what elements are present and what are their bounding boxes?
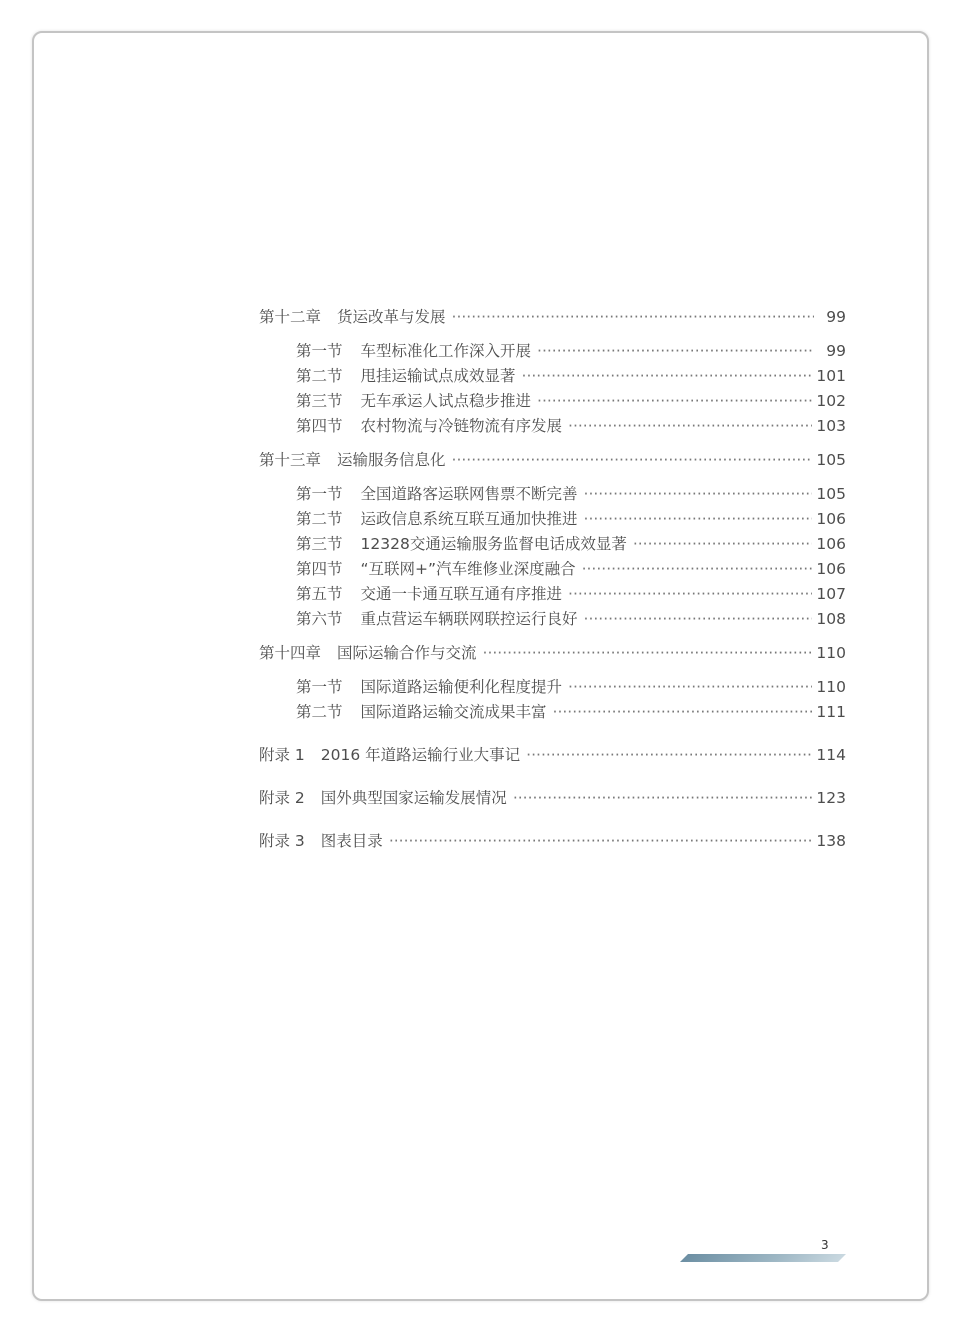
appendix-label: 附录 2 [259,789,305,807]
section-label: 第一节 [296,678,343,696]
toc-section[interactable] [259,607,846,632]
section-label: 第二节 [296,703,343,721]
section-title: 重点营运车辆联网联控运行良好 [360,610,578,628]
dot-leader [452,305,814,330]
chapter-label: 第十三章 [259,451,322,469]
page-number-bar [680,1254,846,1262]
page-ref: 106 [816,510,846,528]
dot-leader [452,448,813,473]
appendix-title: 2016 年道路运输行业大事记 [320,746,521,764]
dot-leader [584,507,813,532]
dot-leader [526,743,812,768]
chapter-title: 货运改革与发展 [337,308,446,326]
section-label: 第六节 [296,610,343,628]
section-label: 第四节 [296,417,343,435]
toc-section[interactable] [259,582,846,607]
toc-section[interactable] [259,339,846,364]
toc-section[interactable] [259,532,846,557]
page-ref: 138 [816,832,846,850]
page-ref: 105 [816,451,846,469]
dot-leader [483,641,813,666]
chapter-label: 第十二章 [259,308,322,326]
page-ref: 123 [816,789,846,807]
page-number: 3 [821,1238,829,1252]
page-ref: 105 [816,485,846,503]
toc-appendix-1[interactable] [259,743,846,768]
toc-section[interactable] [259,414,846,439]
section-title: 全国道路客运联网售票不断完善 [360,485,578,503]
dot-leader [584,482,813,507]
section-label: 第四节 [296,560,343,578]
dot-leader [568,582,812,607]
page-ref: 99 [826,342,846,360]
dot-leader [389,829,813,854]
section-label: 第三节 [296,535,343,553]
toc-chapter-13[interactable] [259,448,846,473]
dot-leader [568,414,812,439]
dot-leader [582,557,813,582]
section-title: 运政信息系统互联互通加快推进 [360,510,578,528]
dot-leader [553,700,813,725]
section-label: 第二节 [296,367,343,385]
section-label: 第五节 [296,585,343,603]
section-title: 农村物流与冷链物流有序发展 [360,417,563,435]
page-ref: 99 [826,308,846,326]
section-title: 国际道路运输交流成果丰富 [360,703,547,721]
page-ref: 101 [816,367,846,385]
toc-appendix-2[interactable] [259,786,846,811]
table-of-contents [259,305,846,854]
chapter-title: 国际运输合作与交流 [337,644,477,662]
appendix-title: 国外典型国家运输发展情况 [320,789,507,807]
toc-section[interactable] [259,389,846,414]
dot-leader [522,364,813,389]
page-ref: 108 [816,610,846,628]
dot-leader [513,786,813,811]
page-ref: 114 [816,746,846,764]
toc-section[interactable] [259,364,846,389]
dot-leader [537,389,812,414]
section-label: 第一节 [296,485,343,503]
section-title: 12328交通运输服务监督电话成效显著 [360,535,627,553]
section-title: “互联网+”汽车维修业深度融合 [360,560,576,578]
section-title: 交通一卡通互联互通有序推进 [360,585,563,603]
toc-chapter-12[interactable] [259,305,846,330]
page-ref: 102 [816,392,846,410]
chapter-title: 运输服务信息化 [337,451,446,469]
dot-leader [568,675,812,700]
page-ref: 110 [816,644,846,662]
section-title: 无车承运人试点稳步推进 [360,392,532,410]
toc-appendix-3[interactable] [259,829,846,854]
dot-leader [584,607,813,632]
section-title: 车型标准化工作深入开展 [360,342,532,360]
page-ref: 107 [816,585,846,603]
document-page [32,31,929,1301]
page-ref: 110 [816,678,846,696]
toc-section[interactable] [259,557,846,582]
page-ref: 106 [816,535,846,553]
appendix-label: 附录 3 [259,832,305,850]
section-title: 国际道路运输便利化程度提升 [360,678,563,696]
toc-section[interactable] [259,482,846,507]
section-label: 第一节 [296,342,343,360]
appendix-label: 附录 1 [259,746,305,764]
toc-section[interactable] [259,700,846,725]
chapter-label: 第十四章 [259,644,322,662]
page-ref: 106 [816,560,846,578]
page-ref: 103 [816,417,846,435]
dot-leader [537,339,814,364]
dot-leader [633,532,813,557]
toc-section[interactable] [259,507,846,532]
toc-chapter-14[interactable] [259,641,846,666]
section-label: 第二节 [296,510,343,528]
appendix-title: 图表目录 [320,832,383,850]
section-label: 第三节 [296,392,343,410]
toc-section[interactable] [259,675,846,700]
section-title: 甩挂运输试点成效显著 [360,367,516,385]
page-ref: 111 [816,703,846,721]
